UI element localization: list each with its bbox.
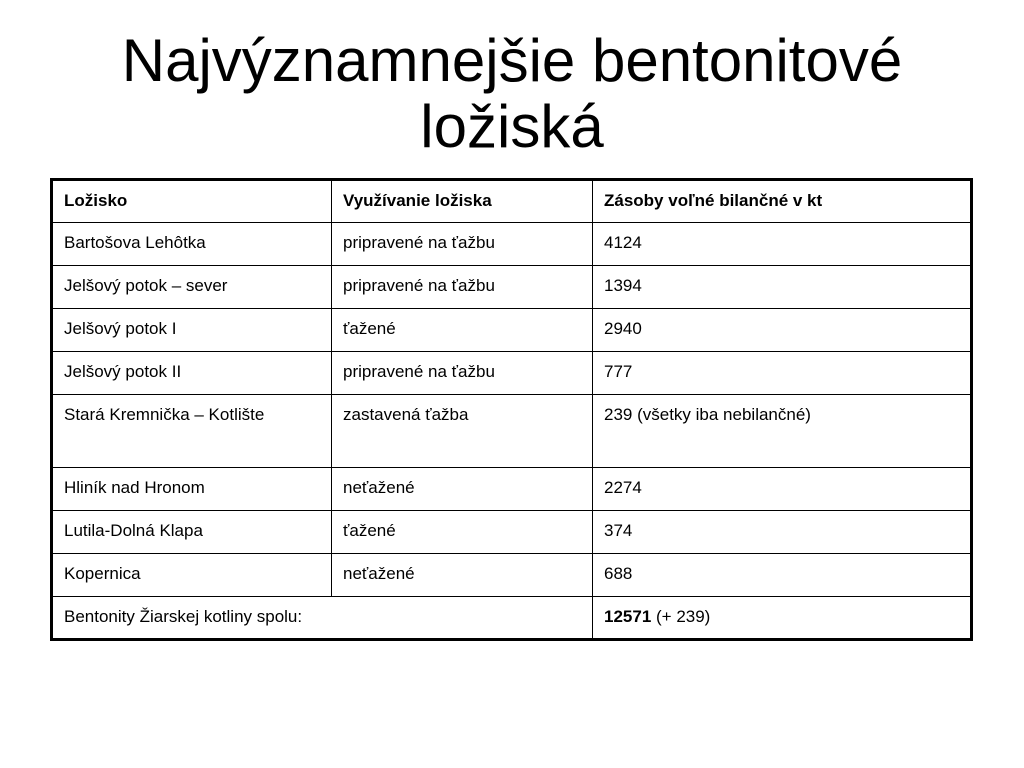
cell-reserves: 2940 — [593, 309, 972, 352]
cell-deposit: Bartošova Lehôtka — [52, 223, 332, 266]
cell-usage: ťažené — [332, 309, 593, 352]
cell-usage: ťažené — [332, 511, 593, 554]
total-extra: (+ 239) — [651, 607, 711, 626]
header-reserves: Zásoby voľné bilančné v kt — [593, 180, 972, 223]
cell-reserves: 1394 — [593, 266, 972, 309]
table-row — [52, 554, 972, 597]
table-row — [52, 223, 972, 266]
cell-usage: neťažené — [332, 468, 593, 511]
table-row — [52, 511, 972, 554]
cell-reserves: 688 — [593, 554, 972, 597]
total-value: 12571 — [604, 607, 652, 626]
table-row — [52, 352, 972, 395]
slide-title-line-2: ložiská — [420, 93, 604, 160]
table-row — [52, 468, 972, 511]
total-reserves — [593, 597, 972, 640]
cell-deposit: Jelšový potok I — [52, 309, 332, 352]
cell-deposit: Lutila-Dolná Klapa — [52, 511, 332, 554]
cell-usage: pripravené na ťažbu — [332, 223, 593, 266]
cell-usage: zastavená ťažba — [332, 395, 593, 468]
cell-deposit: Jelšový potok II — [52, 352, 332, 395]
table-row — [52, 309, 972, 352]
cell-reserves: 777 — [593, 352, 972, 395]
header-usage: Využívanie ložiska — [332, 180, 593, 223]
cell-deposit: Hliník nad Hronom — [52, 468, 332, 511]
table-total-row — [52, 597, 972, 640]
table-row — [52, 395, 972, 468]
cell-usage: pripravené na ťažbu — [332, 266, 593, 309]
cell-deposit: Stará Kremnička – Kotlište — [52, 395, 332, 468]
cell-reserves: 2274 — [593, 468, 972, 511]
slide-title — [0, 28, 1024, 160]
header-deposit: Ložisko — [52, 180, 332, 223]
total-label: Bentonity Žiarskej kotliny spolu: — [52, 597, 593, 640]
cell-usage: neťažené — [332, 554, 593, 597]
cell-deposit: Kopernica — [52, 554, 332, 597]
deposits-table — [50, 178, 973, 641]
cell-reserves: 4124 — [593, 223, 972, 266]
table-row — [52, 266, 972, 309]
table-header-row — [52, 180, 972, 223]
slide-title-line-1: Najvýznamnejšie bentonitové — [121, 27, 903, 94]
cell-usage: pripravené na ťažbu — [332, 352, 593, 395]
cell-reserves: 239 (všetky iba nebilančné) — [593, 395, 972, 468]
cell-reserves: 374 — [593, 511, 972, 554]
cell-deposit: Jelšový potok – sever — [52, 266, 332, 309]
